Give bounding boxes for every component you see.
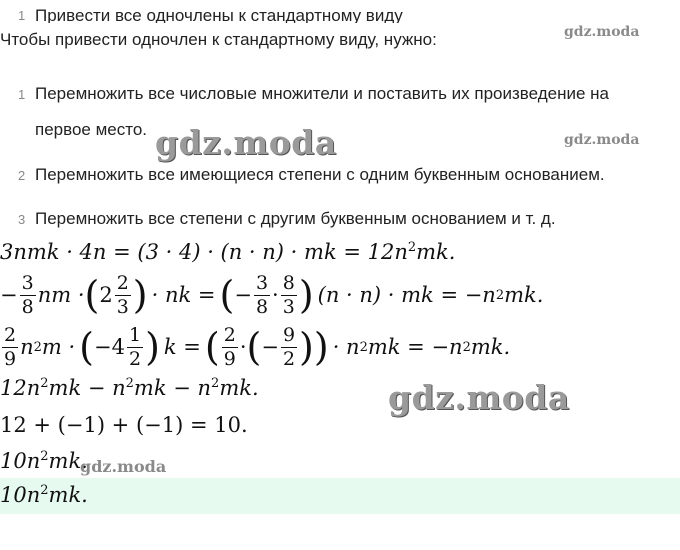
numerator: 8 [282,271,295,294]
left-paren: ( [84,273,100,317]
watermark-small-3: gdz.moda [80,457,167,476]
exp: 2 [462,339,471,355]
minus-sign: − [261,335,279,359]
denominator: 3 [116,295,129,318]
fraction [2,323,18,370]
math-term: mk − n [48,376,126,400]
denominator: 9 [4,347,17,370]
math-term: 10n [0,449,41,473]
step-2-line-1: Перемножить все имеющиеся степени с одним буквенным основанием. [35,165,605,184]
exp: 2 [211,376,220,391]
left-paren: ( [204,325,220,369]
math-term: k = [163,335,201,359]
dot-operator: · [272,283,279,307]
step-1-line-1: Перемножить все числовые множители и поставить их произведение на [35,84,609,103]
exp: 2 [40,483,49,498]
exp: 2 [40,449,49,464]
right-paren: ) [132,273,148,317]
answer-box [0,478,680,514]
math-line-1-b: mk. [416,240,456,264]
math-term: mk. [48,483,88,507]
math-line-1-a: 3nmk · 4n = (3 · 4) · (n · n) · mk = 12n [0,240,408,264]
left-paren: ( [79,325,94,369]
math-line-6 [0,449,88,473]
exp: 2 [40,376,49,391]
header-cut-number: 1 [18,8,26,23]
math-term: −4 [94,335,125,359]
step-1-number: 1 [18,87,26,102]
math-line-5: 12 + (−1) + (−1) = 10. [0,413,248,437]
numerator: 3 [21,271,34,294]
right-paren: ) [145,325,160,369]
step-1-line-2: первое место. [35,120,148,139]
math-term: mk. [504,283,544,307]
math-line-1 [0,240,455,264]
denominator: 9 [223,347,236,370]
math-term: · nk = [151,283,216,307]
fraction [127,323,143,370]
right-paren: ) [298,273,314,317]
exp: 2 [125,376,134,391]
step-3-number: 3 [18,212,26,227]
math-term: (n · n) · mk = −n [317,283,496,307]
minus-sign: − [0,283,18,307]
math-term: mk. [219,376,259,400]
math-term: 10n [0,483,41,507]
dot-operator: · [239,335,247,359]
fraction [20,271,36,318]
exp: 2 [33,339,42,355]
minus-sign: − [234,283,252,307]
math-term: mk − n [133,376,212,400]
whole-part: 2 [99,283,113,307]
exp: 2 [359,339,368,355]
math-term: mk = −n [367,335,463,359]
left-paren: ( [246,325,262,369]
step-2-number: 2 [18,168,26,183]
math-term: 12n [0,376,41,400]
math-line-2 [0,270,543,320]
math-term: · n [332,335,360,359]
watermark-big-1: gdz.moda [155,123,337,162]
right-paren: ) [313,325,329,369]
denominator: 2 [282,347,296,370]
denominator: 2 [128,347,142,370]
denominator: 3 [282,295,295,318]
numerator: 2 [4,323,17,346]
right-paren: ) [299,325,314,369]
exp: 2 [407,240,417,255]
exp: 2 [495,287,505,303]
math-term: m · [41,335,76,359]
numerator: 1 [128,323,142,346]
fraction [281,271,297,318]
fraction [222,323,238,370]
intro-text: Чтобы привести одночлен к стандартному виду, нужно: [0,30,437,49]
header-cut [0,0,680,23]
math-line-4 [0,376,259,400]
numerator: 2 [116,271,129,294]
fraction [254,271,270,318]
numerator: 3 [255,271,269,294]
fraction [115,271,131,318]
step-3-line-1: Перемножить все степени с другим буквенным основанием и т. д. [35,209,556,228]
denominator: 8 [255,295,269,318]
math-term: mk. [470,335,511,359]
watermark-small-2: gdz.moda [564,132,640,148]
numerator: 9 [282,323,296,346]
answer-text [0,483,88,507]
fraction [281,323,297,370]
denominator: 8 [21,295,34,318]
numerator: 2 [223,323,236,346]
math-term: mk. [48,449,88,473]
math-term: nm · [37,283,85,307]
left-paren: ( [219,273,235,317]
header-cut-text: Привести все одночлены к стандартному виду [35,6,403,23]
math-line-3 [0,322,510,372]
watermark-small-1: gdz.moda [564,24,640,40]
math-term: n [20,335,34,359]
watermark-big-2: gdz.moda [388,378,570,417]
